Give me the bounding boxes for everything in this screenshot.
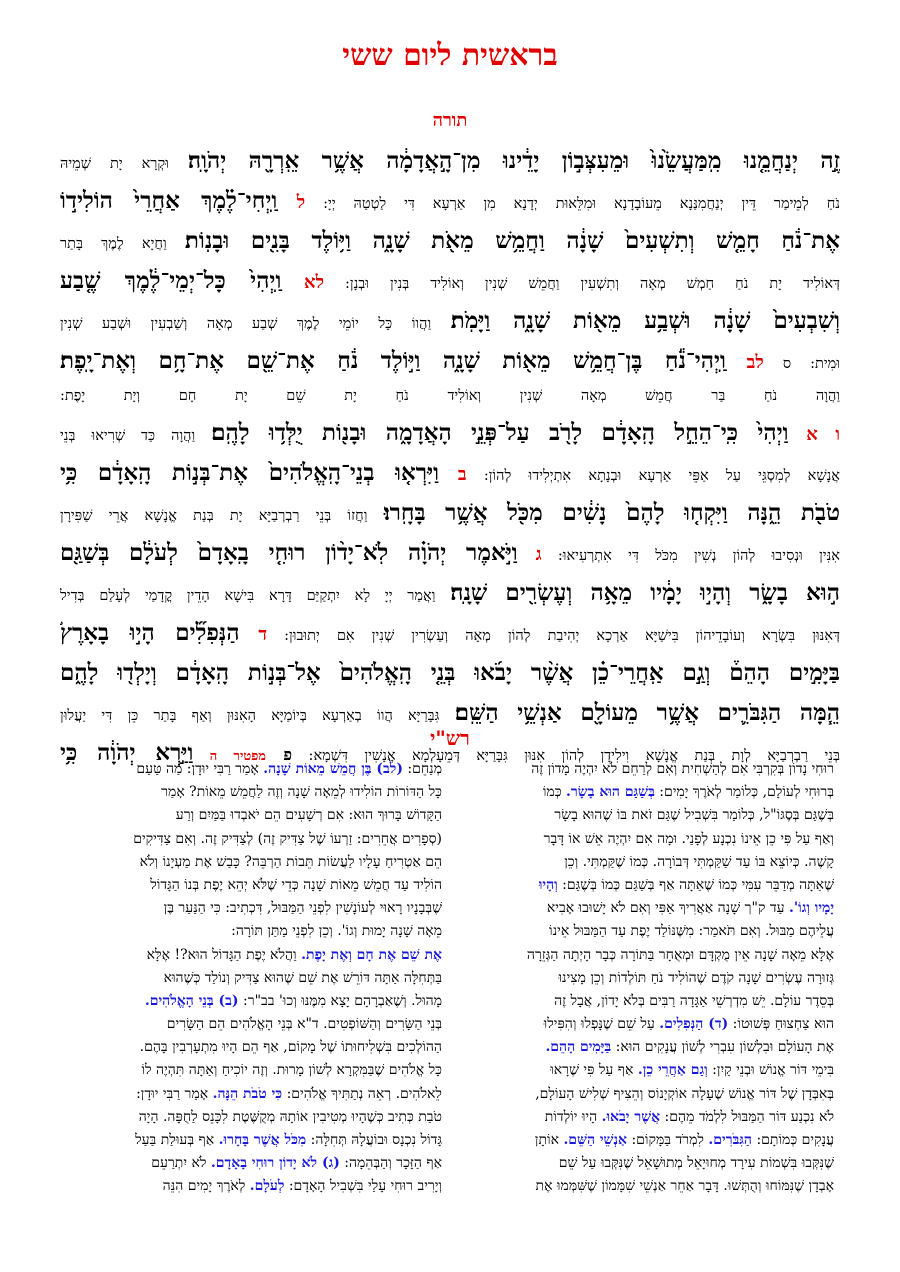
verse-text: ה֣וּא בָשָׂ֑ר וְהָי֣וּ יָמָ֔יו מֵאָ֥ה וְעֶשְׂרִ֖ים שָׁנָֽה׃ (450, 578, 840, 606)
verse-text: וְשִׁבְעִים֙ שָׁנָ֔ה וּשְׁבַ֥ע מֵא֖וֹת שָׁנָ֑ה וַיָּמֹֽת׃ (450, 306, 840, 334)
targum-text: אִנִּין וּנְסִיבוּ לְהוֹן נְשִׁין מִכֹּל דִּי אִתְרְעִיאוּ: (541, 547, 840, 564)
rashi-line (466, 1036, 834, 1059)
rashi-commentary (74, 758, 834, 1199)
verse-number: ג (517, 543, 542, 565)
torah-line (60, 452, 840, 492)
rashi-line (74, 920, 442, 943)
torah-line (60, 380, 840, 412)
rashi-line (466, 1129, 834, 1152)
rashi-line (74, 828, 442, 851)
rashi-lemma: אֲשֶׁר יָבֹאוּ. (601, 1108, 661, 1125)
rashi-line (74, 1059, 442, 1082)
rashi-text: אַף בְּעוּלַת בַּעַל (135, 1132, 219, 1148)
verse-text: וַיַּ֣רְא יְהֹוָ֔ה כִּ֥י (60, 738, 194, 766)
rashi-text: עַל שֵׁם שֶׁנָּפְלוּ וְהִפִּילוּ (543, 1016, 660, 1033)
rashi-text: קָשֶׁה. כְּיוֹצֵא בּוֹ עַד שַׁקַּמְתִּי דְּבוֹרָה. כְּמוֹ שֶׁקַּמְתִּי. וְכֵן (564, 853, 834, 870)
rashi-line (74, 1175, 442, 1198)
rashi-text: לְאֹרֶךְ יָמִים הִנֵּה (162, 1178, 250, 1195)
rashi-line (74, 804, 442, 827)
rashi-text: אֶלָּא מֵאָה שָׁנָה אֵין מֻקְדָּם וּמְאֻחָר בַּתּוֹרָה כְּבָר הָיְתָה הַגְּזֵרָה (526, 946, 834, 963)
rashi-line (466, 758, 834, 781)
rashi-text: עַד ק"ך שָׁנָה אַאֲרִיךְ אַפִּי וְאִם לֹא יָשׁוּבוּ אָבִיא (546, 900, 789, 917)
rashi-line (466, 804, 834, 827)
rashi-line (466, 781, 834, 804)
rashi-text: גְּזוּרָה עֶשְׂרִים שָׁנָה קֹדֶם שֶׁהוֹלִיד נֹחַ תּוֹלְדוֹת וְכֵן מָצִינוּ (558, 969, 834, 986)
torah-line (60, 492, 840, 532)
verse-number: ו א (788, 423, 840, 445)
torah-line (60, 300, 840, 340)
rashi-line (74, 1083, 442, 1106)
torah-line (60, 612, 840, 652)
targum-text: וּמִית: ס (763, 355, 840, 372)
rashi-text: כָּל הַדּוֹרוֹת הוֹלִידוּ לְמֵאָה שָׁנָה וְזֶה לַחֲמֵשׁ מֵאוֹת? אָמַר (161, 784, 442, 801)
rashi-text: בְּסֵדֶר עוֹלָם. יֵשׁ מִדְרְשֵׁי אַגָּדָה רַבִּים בְּלֹא יָדוֹן, אֲבָל זֶה (554, 992, 834, 1009)
torah-line (60, 180, 840, 220)
rashi-line (74, 967, 442, 990)
rashi-lemma: כִּי טֹבֹת הֵנָּה. (212, 1085, 283, 1102)
rashi-text: בִּימֵי דּוֹר אֱנוֹשׁ וּבְנֵי קַיִן: (707, 1062, 834, 1079)
rashi-text: אוֹתָן (534, 1132, 564, 1148)
rashi-text: הוֹלִיד עַד חֲמֵשׁ מֵאוֹת שָׁנָה כְּדֵי שֶׁלֹּא יְהֵא יֶפֶת בְּנוֹ הַגָּדוֹל (150, 876, 442, 893)
rashi-line (74, 897, 442, 920)
targum-text: וַחֲיָא לֶמֶךְ בָּתַר (60, 235, 185, 252)
rashi-text: גָּדוֹל נִכְנָס וּבוֹעֲלָהּ תְּחִלָּה: (306, 1132, 442, 1148)
rashi-line (466, 944, 834, 967)
rashi-text: מֵאָה שָׁנָה יָמוּת וְגוֹ'. וְכֵן לִפְנֵי מַתַּן תּוֹרָה: (231, 923, 442, 940)
rashi-text: לֹא נִכְנַע דּוֹר הַמַּבּוּל לִלְמֹד מֵהֶם: (660, 1108, 834, 1125)
rashi-line (466, 990, 834, 1013)
rashi-lemma: וְהָיוּ (538, 876, 558, 893)
verse-text: אֶת־נֹ֔חַ חָמֵ֤שׁ וְתִשְׁעִים֙ שָׁנָ֔ה וַחֲמֵ֥שׁ מֵאֹ֖ת שָׁנָ֑ה וַיּ֥וֹלֶד בָּנִ֖ים וּבָנֽוֹת׃ (184, 226, 840, 254)
rashi-text: בְּאִבְּדָן שֶׁל דּוֹר אֱנוֹשׁ שֶׁעָלָה אוֹקְיָנוֹס וְהֵצִיף שְׁלִישׁ הָעוֹלָם, (535, 1085, 834, 1102)
rashi-line (74, 874, 442, 897)
verse-text: טֹבֹ֖ת הֵ֑נָּה וַיִּקְח֤וּ לָהֶם֙ נָשִׁ֔ים מִכֹּ֖ל אֲשֶׁ֥ר בָּחָֽרוּ׃ (383, 498, 840, 526)
rashi-line (466, 967, 834, 990)
targum-text: וַהֲווֹ כָּל יוֹמֵי לֶמֶךְ שְׁבַע מְאָה וְשַׁבְעִין וּשְׁבַע שְׁנִין (60, 315, 451, 332)
rashi-text: אֶת הָעוֹלָם וּבִלְשׁוֹן עִבְרִי לְשׁוֹן עֲנָקִים הוּא: (611, 1039, 834, 1056)
torah-line (60, 652, 840, 692)
rashi-text: אָמַר רַבִּי יוּדָן: מַה טַּעַם (136, 761, 264, 777)
rashi-line (466, 828, 834, 851)
targum-text: וַחֲזוֹ בְּנֵי רַבְרְבַיָּא יָת בְּנַת אֱנָשָׁא אֲרֵי שַׁפִּירָן (60, 507, 384, 524)
rashi-text: טֹבַת כְּתִיב כְּשֶׁהָיוּ מְטִיבִין אוֹתָהּ מְקֻשֶּׁטֶת לִכָּנֵס לַחֻפָּה. הָיָה (138, 1108, 442, 1125)
verse-text: בַּיָּמִ֣ים הָהֵם֒ וְגַ֣ם אַֽחֲרֵי־כֵ֗ן אֲשֶׁ֨ר יָבֹ֜אוּ בְּנֵ֤י הָֽאֱלֹהִים֙ אֶל־בְּנ֣וֹת הָֽאָדָ֔ם וְיָלְד֖וּ לָהֶ֑ם (60, 658, 840, 686)
targum-text: דְּאִנּוּן בִּשְׂרָא וְעוֹבָדֵיהוֹן בִּישַׁיָּא אַרְכָא יְהִיבַת לְהוֹן מְאָה וְעַשְׂרִין שְׁנִין אִם יְתוּבוּן: (267, 627, 840, 644)
torah-line (60, 532, 840, 572)
targum-text: וּקְרָא יָת שְׁמֵיהּ (60, 155, 188, 172)
rashi-text: וַהֲלֹא יֶפֶת הַגָּדוֹל הוּא?! אֶלָּא (146, 946, 302, 963)
rashi-column-left (466, 758, 834, 1199)
rashi-text: כָּל אֱלֹהִים שֶׁבַּמִּקְרָא לְשׁוֹן מָרוּת. וְזֶה יוֹכִיחַ וְאַתָּה תִּהְיֶה לוֹ (141, 1062, 442, 1079)
rashi-line (74, 758, 442, 781)
targum-text: גִּבָּרַיָּא הֲווֹ בְאַרְעָא בְּיוֹמַיָּא הָאִנּוּן וְאַף בָּתַר כֵּן דִּי יַעֲלוּן (60, 707, 455, 724)
rashi-line (466, 1106, 834, 1129)
verse-text: וַֽיְהִי֙ כָּל־יְמֵי־לֶ֔מֶךְ שֶׁ֤בַע (60, 266, 282, 294)
torah-line (60, 572, 840, 612)
verse-number: לב (725, 351, 764, 373)
rashi-lemma: בַּיָּמִים הָהֵם. (545, 1039, 612, 1056)
rashi-line (74, 990, 442, 1013)
rashi-line (466, 1083, 834, 1106)
rashi-text: וְיָרִיב רוּחִי עָלַי בִּשְׁבִיל הָאָדָם: (284, 1178, 442, 1195)
targum-text: נֹחַ לְמֵימַר דֵּין יְנַחֲמִנַּנָא מֵעוֹבָדָנָא וּמִלֵּאוּת יְדָנָא מִן אַרְעָא דִּי לַטְטַהּ יְיָ: (305, 195, 840, 212)
verse-text: וַֽיְהִי־נֹ֕חַ בֶּן־חֲמֵ֥שׁ מֵא֖וֹת שָׁנָ֑ה וַיּ֣וֹלֶד נֹ֔חַ אֶת־שֵׁ֖ם אֶת־חָ֥ם וְאֶת־יָֽפֶת׃ (60, 346, 726, 374)
verse-text: וַיְהִי֙ כִּֽי־הֵחֵ֣ל הָֽאָדָ֔ם לָרֹ֖ב עַל־פְּנֵ֣י הָאֲדָמָ֑ה וּבָנ֖וֹת יֻלְּד֥וּ לָהֶֽם׃ (211, 418, 789, 446)
rashi-line (74, 1106, 442, 1129)
rashi-text: כְּמוֹ (542, 784, 567, 801)
rashi-line (466, 1059, 834, 1082)
rashi-text: אַף הַזָּכָר וְהַבְּהֵמָה: (339, 1155, 442, 1172)
rashi-line (74, 1129, 442, 1152)
verse-number: ד (239, 623, 268, 645)
rashi-line (466, 1152, 834, 1175)
rashi-text: הַהוֹלְכִים בִּשְׁלִיחוּתוֹ שֶׁל מָקוֹם, אַף הֵם הָיוּ מִתְעָרְבִין בָּהֶם. (139, 1039, 442, 1056)
rashi-text: הוּא צַחְצוּחַ פְּשׁוּטוֹ: (728, 1016, 834, 1033)
rashi-line (466, 1175, 834, 1198)
page-title: בראשית ליום ששי (342, 38, 558, 73)
verse-number: מפטיר ה (193, 748, 266, 764)
verse-text: וַיֹּ֣אמֶר יְהֹוָ֗ה לֹֽא־יָד֨וֹן רוּחִ֤י בָֽאָדָם֙ לְעֹלָ֔ם בְּשַׁגַּ֖ם (60, 538, 518, 566)
rashi-column-right (74, 758, 442, 1199)
torah-line (60, 140, 840, 180)
targum-text: וַהֲוָה כַּד שְׁרִיאוּ בְּנֵי (60, 427, 212, 444)
verse-text: הֵ֧מָּה הַגִּבֹּרִ֛ים אֲשֶׁ֥ר מֵעוֹלָ֖ם אַנְשֵׁ֥י הַשֵּֽׁם׃ (454, 698, 840, 726)
rashi-lemma: וְגַם אַחֲרֵי כֵן. (637, 1062, 708, 1079)
verse-number: ב (439, 463, 467, 485)
torah-line (60, 412, 840, 452)
rashi-text: הֵם אַטְרִיחַ עָלָיו לַעֲשׂוֹת תֵּבוֹת הַרְבֵּה? כָּבַשׁ אֶת מַעְיָנוֹ וְלֹא (139, 853, 442, 870)
rashi-lemma: (לב) בֶּן חֲמֵשׁ מֵאוֹת שָׁנָה. (263, 761, 403, 777)
verse-number: ל (277, 191, 306, 213)
verse-text: וַיִּרְא֤וּ בְנֵי־הָֽאֱלֹהִים֙ אֶת־בְּנ֣וֹת הָֽאָדָ֔ם כִּ֥י (60, 458, 439, 486)
verse-text: וַֽיְחִי־לֶ֗מֶךְ אַחֲרֵי֙ הוֹלִיד֣וֹ (60, 186, 278, 214)
rashi-text: אָבְדָן שֶׁנִּמּוֹחוּ וְהֻתְּשׁוּ. דָּבָר אַחֵר אַנְשֵׁי שִׁמָּמוֹן שֶׁשִּׁמְּמוּ אֶת (535, 1178, 834, 1195)
rashi-lemma: (ב) בְּנֵי הָאֱלֹהִים. (144, 992, 239, 1009)
torah-line (60, 340, 840, 380)
rashi-lemma: (ד) הַנְּפִלִים. (659, 1016, 729, 1033)
targum-text: וַאֲמַר יְיָ לָא יִתְקַיַּם דָּרָא בִּישָׁא הָדֵין קֳדָמַי לְעָלַם בְּדִיל (60, 587, 451, 604)
rashi-text: הַקָּדוֹשׁ בָּרוּךְ הוּא: אִם רְשָׁעִים הֵם יֹאבְדוּ בַּמַּיִם וְרַע (175, 807, 442, 824)
rashi-text: עֲלֵיהֶם מַבּוּל. וְאִם תֹּאמַר: מִשֶּׁנּוֹלַד יֶפֶת עַד הַמַּבּוּל אֵינוֹ (549, 923, 834, 940)
torah-line (60, 260, 840, 300)
rashi-text: מְנַחֵם: (402, 761, 442, 777)
rashi-line (466, 874, 834, 897)
rashi-line (74, 851, 442, 874)
rashi-lemma: הַגִּבֹּרִים. (708, 1132, 752, 1148)
rashi-line (74, 1013, 442, 1036)
rashi-lemma: יָמָיו וְגוֹ'. (788, 900, 834, 917)
targum-text: אֲנָשָׁא לְמִסְגֵּי עַל אַפֵּי אַרְעָא וּבְנָתָא אִתְיְלִידוּ לְהוֹן: (466, 467, 840, 484)
torah-heading: תורה (432, 110, 468, 131)
rashi-lemma: אַנְשֵׁי הַשֵּׁם. (563, 1132, 628, 1148)
rashi-text: וְאַף עַל פִּי כֵן אֵינוֹ נִכְנָע לְפָנַי. וּמָה אִם יִהְיֶה אֵשׁ אוֹ דָּבָר (543, 830, 834, 847)
verse-text: פ (265, 744, 293, 764)
rashi-text: שֶׁאַתָּה מְדַבֵּר עִמִּי כְּמוֹ שֶׁאַתָּה אַף בְּשַׁגַּם כְּמוֹ בְּשֶׁגַּם: (557, 876, 834, 893)
rashi-line (74, 944, 442, 967)
rashi-text: מָהוּל. וְשֶׁאַבְרָהָם יָצָא מִמֶּנּוּ וְכוּ' בב"ר: (238, 992, 442, 1009)
rashi-text: רוּחִי נָדוֹן בְּקִרְבִּי אִם לְהַשְׁחִית וְאִם לְרַחֵם לֹא יִהְיֶה מָדוֹן זֶה (531, 761, 834, 777)
torah-text-block (60, 140, 840, 772)
rashi-line (74, 781, 442, 804)
rashi-line (466, 920, 834, 943)
rashi-lemma: בְּשַׁגַּם הוּא בָשָׂר. (566, 784, 655, 801)
rashi-text: בְּרוּחִי לְעוֹלָם, כְּלוֹמַר לְאֹרֶךְ יָמִים: (654, 784, 834, 801)
targum-text: דְּאוֹלִיד יָת נֹחַ חַמְשׁ מְאָה וְתִשְׁעִין וַחֲמֵשׁ שְׁנִין וְאוֹלִיד בְּנִין וּבְנָן: (324, 275, 840, 292)
rashi-lemma: מִכֹּל אֲשֶׁר בָּחָרוּ. (218, 1132, 307, 1148)
verse-text: הַנְּפִלִ֞ים הָי֣וּ בָאָרֶץ֮ (60, 618, 240, 646)
rashi-text: עֲנָקִים כְּמוֹתָם: (752, 1132, 834, 1148)
rashi-line (74, 1152, 442, 1175)
rashi-text: בַּתְּחִלָּה אַתָּה דּוֹרֵשׁ אֶת שֵׁם שֶׁהוּא צַדִּיק וְנוֹלַד כְּשֶׁהוּא (163, 969, 442, 986)
rashi-lemma: אֶת שֵׁם אֶת חָם וְאֶת יָפֶת. (301, 946, 442, 963)
rashi-text: לֹא יִתְרַעֵם (151, 1155, 211, 1172)
rashi-text: לֵאלֹהִים. רְאֵה נְתַתִּיךָ אֱלֹהִים: (282, 1085, 442, 1102)
rashi-line (466, 851, 834, 874)
targum-text: בְּנֵי רַבְרְבַיָּא לְוָת בְּנַת אֱנָשָׁא וִילִידָן לְהוֹן אִנּוּן גִּבָּרַיָּא דְּמֵעָלְמָא אֱנָשִׁין דִּשְׁמָא: (292, 747, 840, 764)
verse-number: לא (281, 271, 324, 293)
rashi-text: שֶׁבְּבָנָיו רָאוּי לְעוֹנָשִׁין לִפְנֵי הַמַּבּוּל, דִּכְתִיב: כִּי הַנַּעַר בֶּן (163, 900, 442, 917)
rashi-lemma: (ג) לֹא יָדוֹן רוּחִי בָאָדָם. (210, 1155, 340, 1172)
rashi-line (466, 1013, 834, 1036)
rashi-line (74, 1036, 442, 1059)
rashi-heading: רש"י (430, 726, 470, 750)
rashi-text: אָמַר רַבִּי יוּדָן: (136, 1085, 213, 1102)
rashi-lemma: לְעֹלָם. (249, 1178, 285, 1195)
targum-text: וַהֲוָה נֹחַ בַּר חֲמֵשׁ מְאָה שְׁנִין וְאוֹלִיד נֹחַ יָת שֵׁם יָת חָם וְיָת יָפֶת: (60, 387, 840, 404)
rashi-text: אַף עַל פִּי שֶׁרָאוּ (550, 1062, 638, 1079)
rashi-text: (סְפָרִים אֲחֵרִים: זַרְעוֹ שֶׁל צַדִּיק זֶה) לְצַדִּיק זֶה. וְאִם צַדִּיקִים (133, 830, 442, 847)
rashi-text: בְּשֶׁגַּם בְּסֶגּוֹ"ל, כְּלוֹמַר בִּשְׁבִיל שֶׁגַּם זֹאת בּוֹ שֶׁהוּא בָשָׂר (554, 807, 834, 824)
verse-text: זֶ֣ה יְנַחֲמֵ֤נוּ מִֽמַּעֲשֵׂ֙נוּ֙ וּמֵעִצְּב֣וֹן יָדֵ֔ינוּ מִן־הָ֣אֲדָמָ֔ה אֲשֶׁ֥ר אֵֽרְרָ֖הּ יְהֹוָֽה׃ (187, 146, 840, 174)
rashi-text: הָיוּ יוֹלְדוֹת (544, 1108, 602, 1125)
rashi-text: בְּנֵי הַשָּׂרִים וְהַשּׁוֹפְטִים. ד"א בְּנֵי הָאֱלֹהִים הֵם הַשָּׂרִים (166, 1016, 442, 1033)
rashi-text: שֶׁנִּקְּבוּ בִּשְׁמוֹת עִירָד מְחוּיָאֵל מְתוּשָׁאֵל שֶׁנִּקְּבוּ עַל שֵׁם (558, 1155, 834, 1172)
torah-line (60, 220, 840, 260)
rashi-line (466, 897, 834, 920)
rashi-text: לִמְרֹד בַּמָּקוֹם: (627, 1132, 709, 1148)
